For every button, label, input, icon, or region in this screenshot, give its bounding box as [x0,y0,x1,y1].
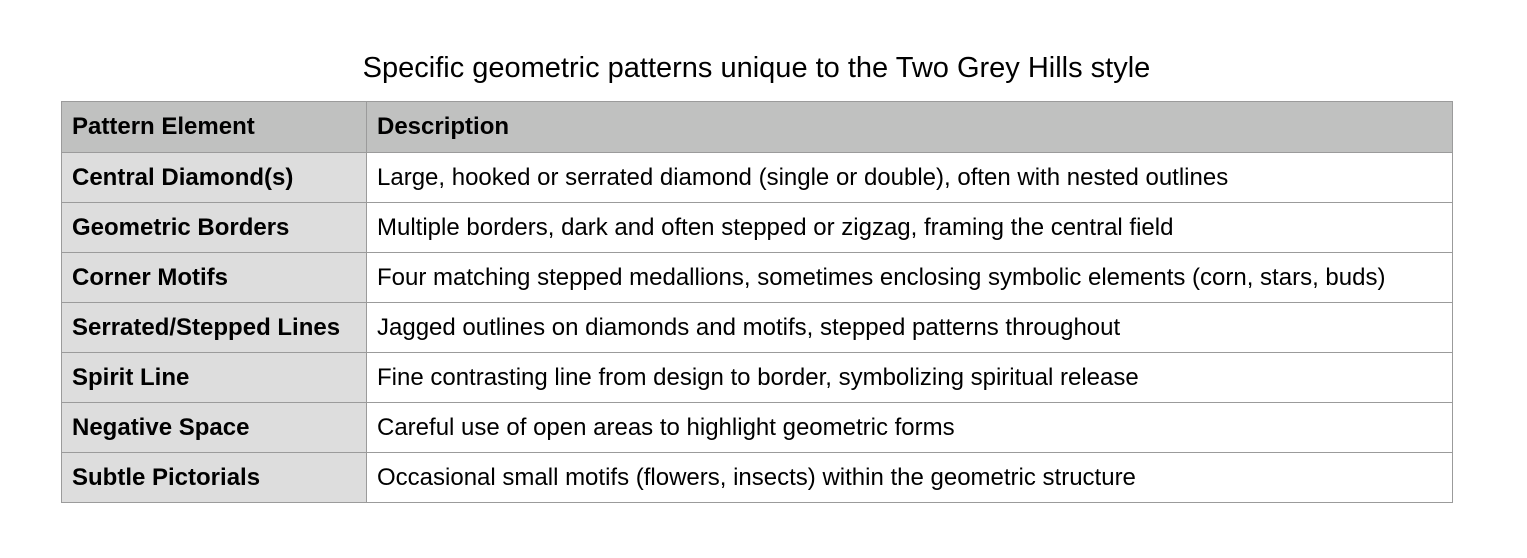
description-cell: Large, hooked or serrated diamond (single or double), often with nested outlines [367,153,1453,203]
pattern-element-cell: Subtle Pictorials [62,453,367,503]
description-cell: Jagged outlines on diamonds and motifs, stepped patterns throughout [367,303,1453,353]
description-cell: Multiple borders, dark and often stepped or zigzag, framing the central field [367,203,1453,253]
description-cell: Occasional small motifs (flowers, insects) within the geometric structure [367,453,1453,503]
pattern-element-cell: Geometric Borders [62,203,367,253]
pattern-element-cell: Serrated/Stepped Lines [62,303,367,353]
pattern-element-cell: Corner Motifs [62,253,367,303]
table-row [62,253,1453,303]
table-row [62,303,1453,353]
description-cell: Four matching stepped medallions, sometimes enclosing symbolic elements (corn, stars, buds) [367,253,1453,303]
header-row [62,102,1453,153]
table-title: Specific geometric patterns unique to the Two Grey Hills style [362,52,1151,84]
column-header-description: Description [367,102,1453,153]
description-cell: Careful use of open areas to highlight geometric forms [367,403,1453,453]
patterns-table [61,101,1453,503]
pattern-element-cell: Spirit Line [62,353,367,403]
table-row [62,403,1453,453]
column-header-pattern-element: Pattern Element [62,102,367,153]
pattern-element-cell: Negative Space [62,403,367,453]
table-row [62,453,1453,503]
table-row [62,153,1453,203]
table-row [62,353,1453,403]
table-row [62,203,1453,253]
description-cell: Fine contrasting line from design to border, symbolizing spiritual release [367,353,1453,403]
pattern-element-cell: Central Diamond(s) [62,153,367,203]
